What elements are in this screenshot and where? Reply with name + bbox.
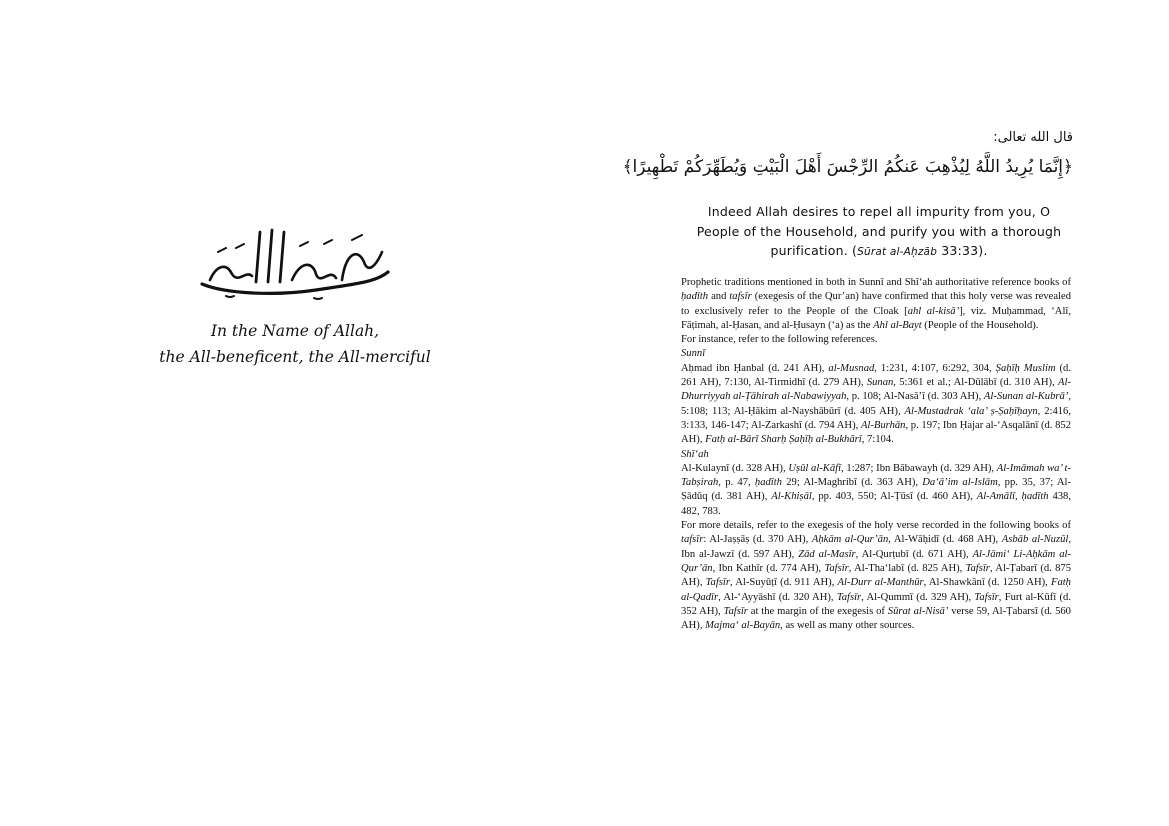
text-run: Fatḥ al-Qadīr	[681, 577, 1071, 603]
text-run: (d. 261 AH), 7:130, Al-Tirmidhī (d. 279 AH),	[681, 362, 1072, 389]
text-run: at the margin of the exegesis of	[747, 605, 888, 617]
verse-translation	[685, 202, 1073, 263]
text-run: Al-Mustadrak ‘ala’ ṣ-Ṣaḥīḥayn	[904, 405, 1038, 417]
text-run: Uṣūl al-Kāfī	[788, 462, 842, 474]
arabic-verse: ﴿إِنَّمَا يُرِيدُ اللَّهُ لِيُذْهِبَ عَنكُمُ الرِّجْسَ أَهْلَ الْبَيْتِ وَيُطَهِّرَكُمْ تَطْهِيرًا﴾	[622, 157, 1073, 177]
text-run: , Al-‘Ayyāshī (d. 320 AH),	[718, 591, 837, 603]
instance-paragraph: For instance, refer to the following references.	[681, 334, 878, 346]
text-run: (exegesis of the Qur’an) have confirmed that this holy verse was revealed to exclusively refer to the People of the Cloak [	[681, 291, 1071, 317]
text-run: Al-Kulaynī (d. 328 AH),	[681, 462, 789, 474]
bismillah-line-2: the All-beneficent, the All-merciful	[159, 348, 431, 366]
text-run: Aḥkām al-Qur’ān	[811, 534, 889, 546]
text-run: Ahl al-Bayt	[873, 319, 922, 331]
more-details-paragraph	[681, 519, 1071, 633]
text-run: Al-Amālī	[976, 491, 1015, 503]
sunni-references	[681, 362, 1071, 448]
intro-paragraph	[681, 276, 1071, 333]
text-run: Majma‘ al-Bayān	[705, 620, 781, 632]
text-run: , 2:416, 3:133, 146-147; Al-Zarkashī (d. 794 AH),	[681, 405, 1071, 431]
bismillah-translation	[130, 318, 460, 370]
text-run: , Al-Shawkānī (d. 1250 AH),	[923, 577, 1051, 589]
text-run: tafsīr	[681, 534, 704, 546]
text-run: Tafsīr	[824, 562, 849, 574]
shiah-references	[681, 462, 1071, 519]
text-run: , p. 108; Al-Nasā’ī (d. 303 AH),	[846, 391, 984, 403]
verse-translation-text: Indeed Allah desires to repel all impurity from you, O People of the Household, and purify you with a thorough purification. (	[696, 204, 1062, 258]
text-run: , 1:287; Ibn Bābawayh (d. 329 AH),	[841, 462, 997, 474]
text-run: ], viz. Muḥammad, ‘Alī, Fāṭimah, al-Ḥasan, and al-Ḥusayn (‘a) as the	[681, 305, 1071, 331]
text-run: Tafsīr	[965, 562, 990, 574]
text-run: Tafsīr	[705, 577, 730, 589]
text-run: Aḥmad ibn Ḥanbal (d. 241 AH),	[681, 362, 829, 374]
text-run: Tafsīr	[723, 605, 748, 617]
text-run: ahl al-kisā’	[907, 305, 960, 317]
text-run: ,	[1014, 491, 1022, 503]
text-run: Al-Sunan al-Kubrā’	[983, 391, 1069, 403]
text-run: and	[708, 291, 730, 303]
arabic-intro: قال الله تعالى:	[993, 130, 1073, 145]
sunni-heading: Sunnī	[681, 348, 706, 360]
text-run: , p. 197; Ibn Ḥajar al-‘Asqalānī (d. 852 AH),	[681, 419, 1071, 446]
text-run: 29; Al-Maghribī (d. 363 AH),	[781, 477, 923, 489]
text-run: Tafsīr	[836, 591, 862, 603]
text-run: al-Musnad	[828, 362, 875, 374]
text-run: , Ibn Kathīr (d. 774 AH),	[712, 562, 825, 574]
text-run: ḥadīth	[681, 291, 709, 303]
text-run: : Al-Jaṣṣāṣ (d. 370 AH),	[703, 534, 812, 546]
text-run: ḥadīth	[1021, 491, 1049, 503]
text-run: Fatḥ al-Bārī Sharḥ Ṣaḥīḥ al-Bukhārī	[705, 434, 862, 446]
text-run: Sunan	[866, 377, 894, 389]
text-run: Ṣaḥīḥ Muslim	[995, 362, 1056, 374]
text-run: , Al-Tha‘labī (d. 825 AH),	[848, 562, 966, 574]
text-run: Zād al-Masīr	[798, 548, 856, 560]
right-page	[585, 0, 1169, 826]
text-run: , 7:104.	[861, 434, 894, 446]
text-run: , Furt al-Kūfī (d. 352 AH),	[681, 591, 1071, 617]
text-run: Prophetic traditions mentioned in both in Sunnī and Shī‘ah authoritative reference books of	[681, 277, 1071, 288]
text-run: Tafsīr	[974, 591, 999, 603]
references-body	[681, 276, 1071, 633]
text-run: Al-Burhān	[860, 419, 906, 431]
text-run: , pp. 35, 37; Al-Ṣādūq (d. 381 AH),	[681, 477, 1071, 503]
text-run: Sūrat al-Nisā’	[887, 605, 949, 617]
text-run: , 5:361 et al.; Al-Dūlābī (d. 310 AH),	[893, 377, 1059, 389]
text-run: , 1:231, 4:107, 6:292, 304,	[874, 362, 996, 374]
text-run: , as well as many other sources.	[780, 620, 915, 632]
text-run: , 5:108; 113; Al-Ḥākim al-Nayshābūrī (d. 405 AH),	[681, 391, 1072, 417]
bismillah-line-1: In the Name of Allah,	[210, 322, 380, 340]
text-run: (People of the Household).	[921, 319, 1039, 331]
text-run: Al-Dhurriyyah al-Ṭāhirah al-Nabawiyyah	[681, 377, 1071, 403]
text-run: , Al-Suyūṭī (d. 911 AH),	[730, 577, 838, 589]
text-run: , Al-Qummī (d. 329 AH),	[861, 591, 975, 603]
bismillah-calligraphy	[196, 222, 392, 300]
text-run: ḥadīth	[754, 477, 782, 489]
text-run: For more details, refer to the exegesis of the holy verse recorded in the following books of	[681, 520, 1071, 532]
verse-reference: 33:33).	[937, 243, 988, 258]
verse-source: Sūrat al-Aḥzāb	[857, 246, 938, 258]
text-run: tafsīr	[729, 291, 752, 303]
text-run: 438, 482, 783.	[681, 491, 1072, 517]
text-run: , pp. 403, 550; Al-Ṭūsī (d. 460 AH),	[811, 491, 977, 503]
text-run: Da‘ā’im al-Islām	[922, 477, 998, 489]
text-run: verse 59, Al-Ṭabarsī (d. 560 AH),	[681, 605, 1071, 632]
text-run: , Ibn al-Jawzī (d. 597 AH),	[681, 534, 1071, 560]
text-run: , p. 47,	[718, 477, 755, 489]
text-run: Al-Durr al-Manthūr	[837, 577, 924, 589]
shiah-heading: Shī‘ah	[681, 448, 709, 460]
text-run: Al-Khiṣāl	[771, 491, 812, 503]
text-run: Asbāb al-Nuzūl	[1001, 534, 1069, 546]
text-run: Al-Jāmi‘ Li-Aḥkām al-Qur’ān	[681, 548, 1071, 574]
text-run: , Al-Ṭabarī (d. 875 AH),	[681, 562, 1071, 589]
text-run: , Al-Qurṭubī (d. 671 AH),	[855, 548, 973, 560]
bismillah-calligraphy-graphic	[196, 222, 392, 300]
text-run: , Al-Wāḥidī (d. 468 AH),	[888, 534, 1002, 546]
text-run: Al-Imāmah wa’ t-Tabṣirah	[681, 462, 1071, 489]
